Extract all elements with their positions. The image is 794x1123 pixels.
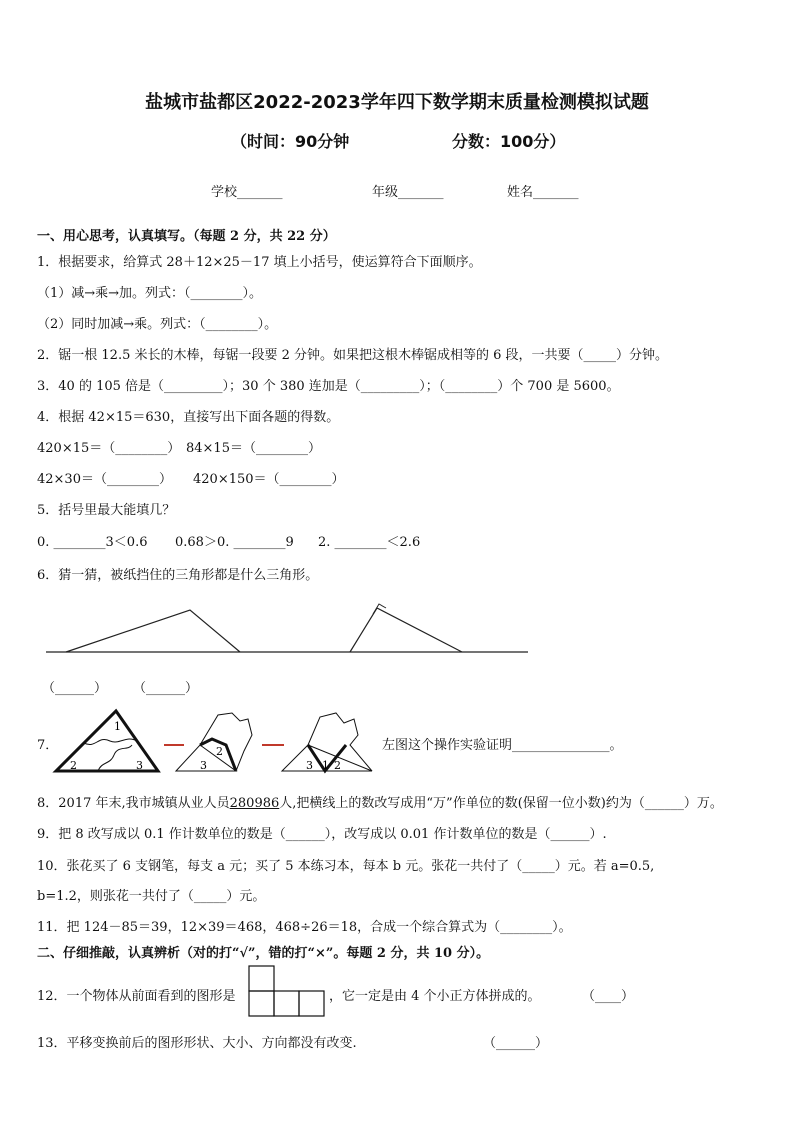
section-2-heading: 二、仔细推敲，认真辨析（对的打“√”，错的打“×”。每题 2 分，共 10 分）。	[37, 946, 490, 961]
angle-label-1: 1	[114, 720, 121, 733]
total-score: 分数：100分）	[452, 132, 566, 151]
question-3: 3．40 的 105 倍是（_________）；30 个 380 连加是（_________）；（________）个 700 是 5600。	[37, 379, 620, 394]
angle-label-2: 2	[70, 759, 77, 772]
question-1-part-1: （1）减→乘→加。列式：（________）。	[37, 286, 263, 301]
question-11: 11．把 124－85＝39，12×39＝468，468÷26＝18，合成一个综合算式为（________）。	[37, 920, 572, 935]
svg-text:3: 3	[200, 759, 207, 772]
question-4-c: 42×30＝（________）	[37, 472, 172, 487]
question-6-answer-1: （______）	[42, 681, 108, 696]
question-5-c: 2. ________＜2.6	[318, 535, 421, 550]
question-13-answer: （______）	[483, 1036, 549, 1051]
question-5-b: 0.68＞0. ________9	[175, 535, 294, 550]
question-1-part-2: （2）同时加减→乘。列式：（________）。	[37, 317, 278, 332]
school-field: 学校_______	[211, 185, 283, 200]
question-7-figure	[40, 705, 380, 777]
question-10-line-2: b=1.2，则张花一共付了（_____）元。	[37, 889, 266, 904]
question-6: 6．猜一猜，被纸挡住的三角形都是什么三角形。	[37, 568, 319, 583]
question-1: 1．根据要求，给算式 28＋12×25－17 填上小括号，使运算符合下面顺序。	[37, 255, 482, 270]
svg-text:2: 2	[216, 745, 223, 758]
question-12-end: ，它一定是由 4 个小正方体拼成的。	[329, 989, 541, 1004]
time-limit: （时间：90分钟	[231, 132, 350, 151]
question-10-line-1: 10．张花买了 6 支钢笔，每支 a 元；买了 5 本练习本，每本 b 元。张花一共付了（_____）元。若 a=0.5,	[37, 859, 655, 874]
question-12-start: 12．一个物体从前面看到的图形是	[37, 989, 236, 1004]
underlined-number: 280986	[229, 796, 280, 811]
svg-text:1: 1	[322, 759, 329, 772]
grade-field: 年级_______	[372, 185, 444, 200]
question-2: 2．锯一根 12.5 米长的木棒，每锯一段要 2 分钟。如果把这根木棒锯成相等的 6 段，一共要（_____）分钟。	[37, 348, 669, 363]
question-4-a: 420×15＝（________）	[37, 441, 181, 456]
question-7-text: 左图这个操作实验证明_______________。	[382, 738, 623, 753]
question-5: 5．括号里最大能填几？	[37, 503, 176, 518]
svg-text:2: 2	[334, 759, 341, 772]
question-7-number: 7．	[37, 738, 59, 753]
question-8: 8．2017 年末,我市城镇从业人员280986人,把横线上的数改写成用“万”作单位的数(保留一位小数)约为（______）万。	[37, 796, 723, 811]
question-4-b: 84×15＝（________）	[186, 441, 321, 456]
angle-label-3: 3	[136, 759, 143, 772]
question-4-d: 420×150＝（________）	[193, 472, 345, 487]
question-13: 13．平移变换前后的图形形状、大小、方向都没有改变.	[37, 1036, 357, 1051]
page-title: 盐城市盐都区2022-2023学年四下数学期末质量检测模拟试题	[145, 92, 649, 113]
svg-text:3: 3	[306, 759, 313, 772]
question-6-answer-2: （______）	[133, 681, 199, 696]
question-9: 9．把 8 改写成以 0.1 作计数单位的数是（______），改写成以 0.01 作计数单位的数是（______）.	[37, 827, 607, 842]
question-5-a: 0. ________3＜0.6	[37, 535, 148, 550]
front-view-figure	[248, 965, 328, 1017]
section-1-heading: 一、用心思考，认真填写。（每题 2 分，共 22 分）	[37, 229, 336, 244]
question-6-figure	[40, 598, 535, 660]
question-4: 4．根据 42×15＝630，直接写出下面各题的得数。	[37, 410, 340, 425]
question-12-answer: （____）	[582, 989, 635, 1004]
name-field: 姓名_______	[507, 185, 579, 200]
